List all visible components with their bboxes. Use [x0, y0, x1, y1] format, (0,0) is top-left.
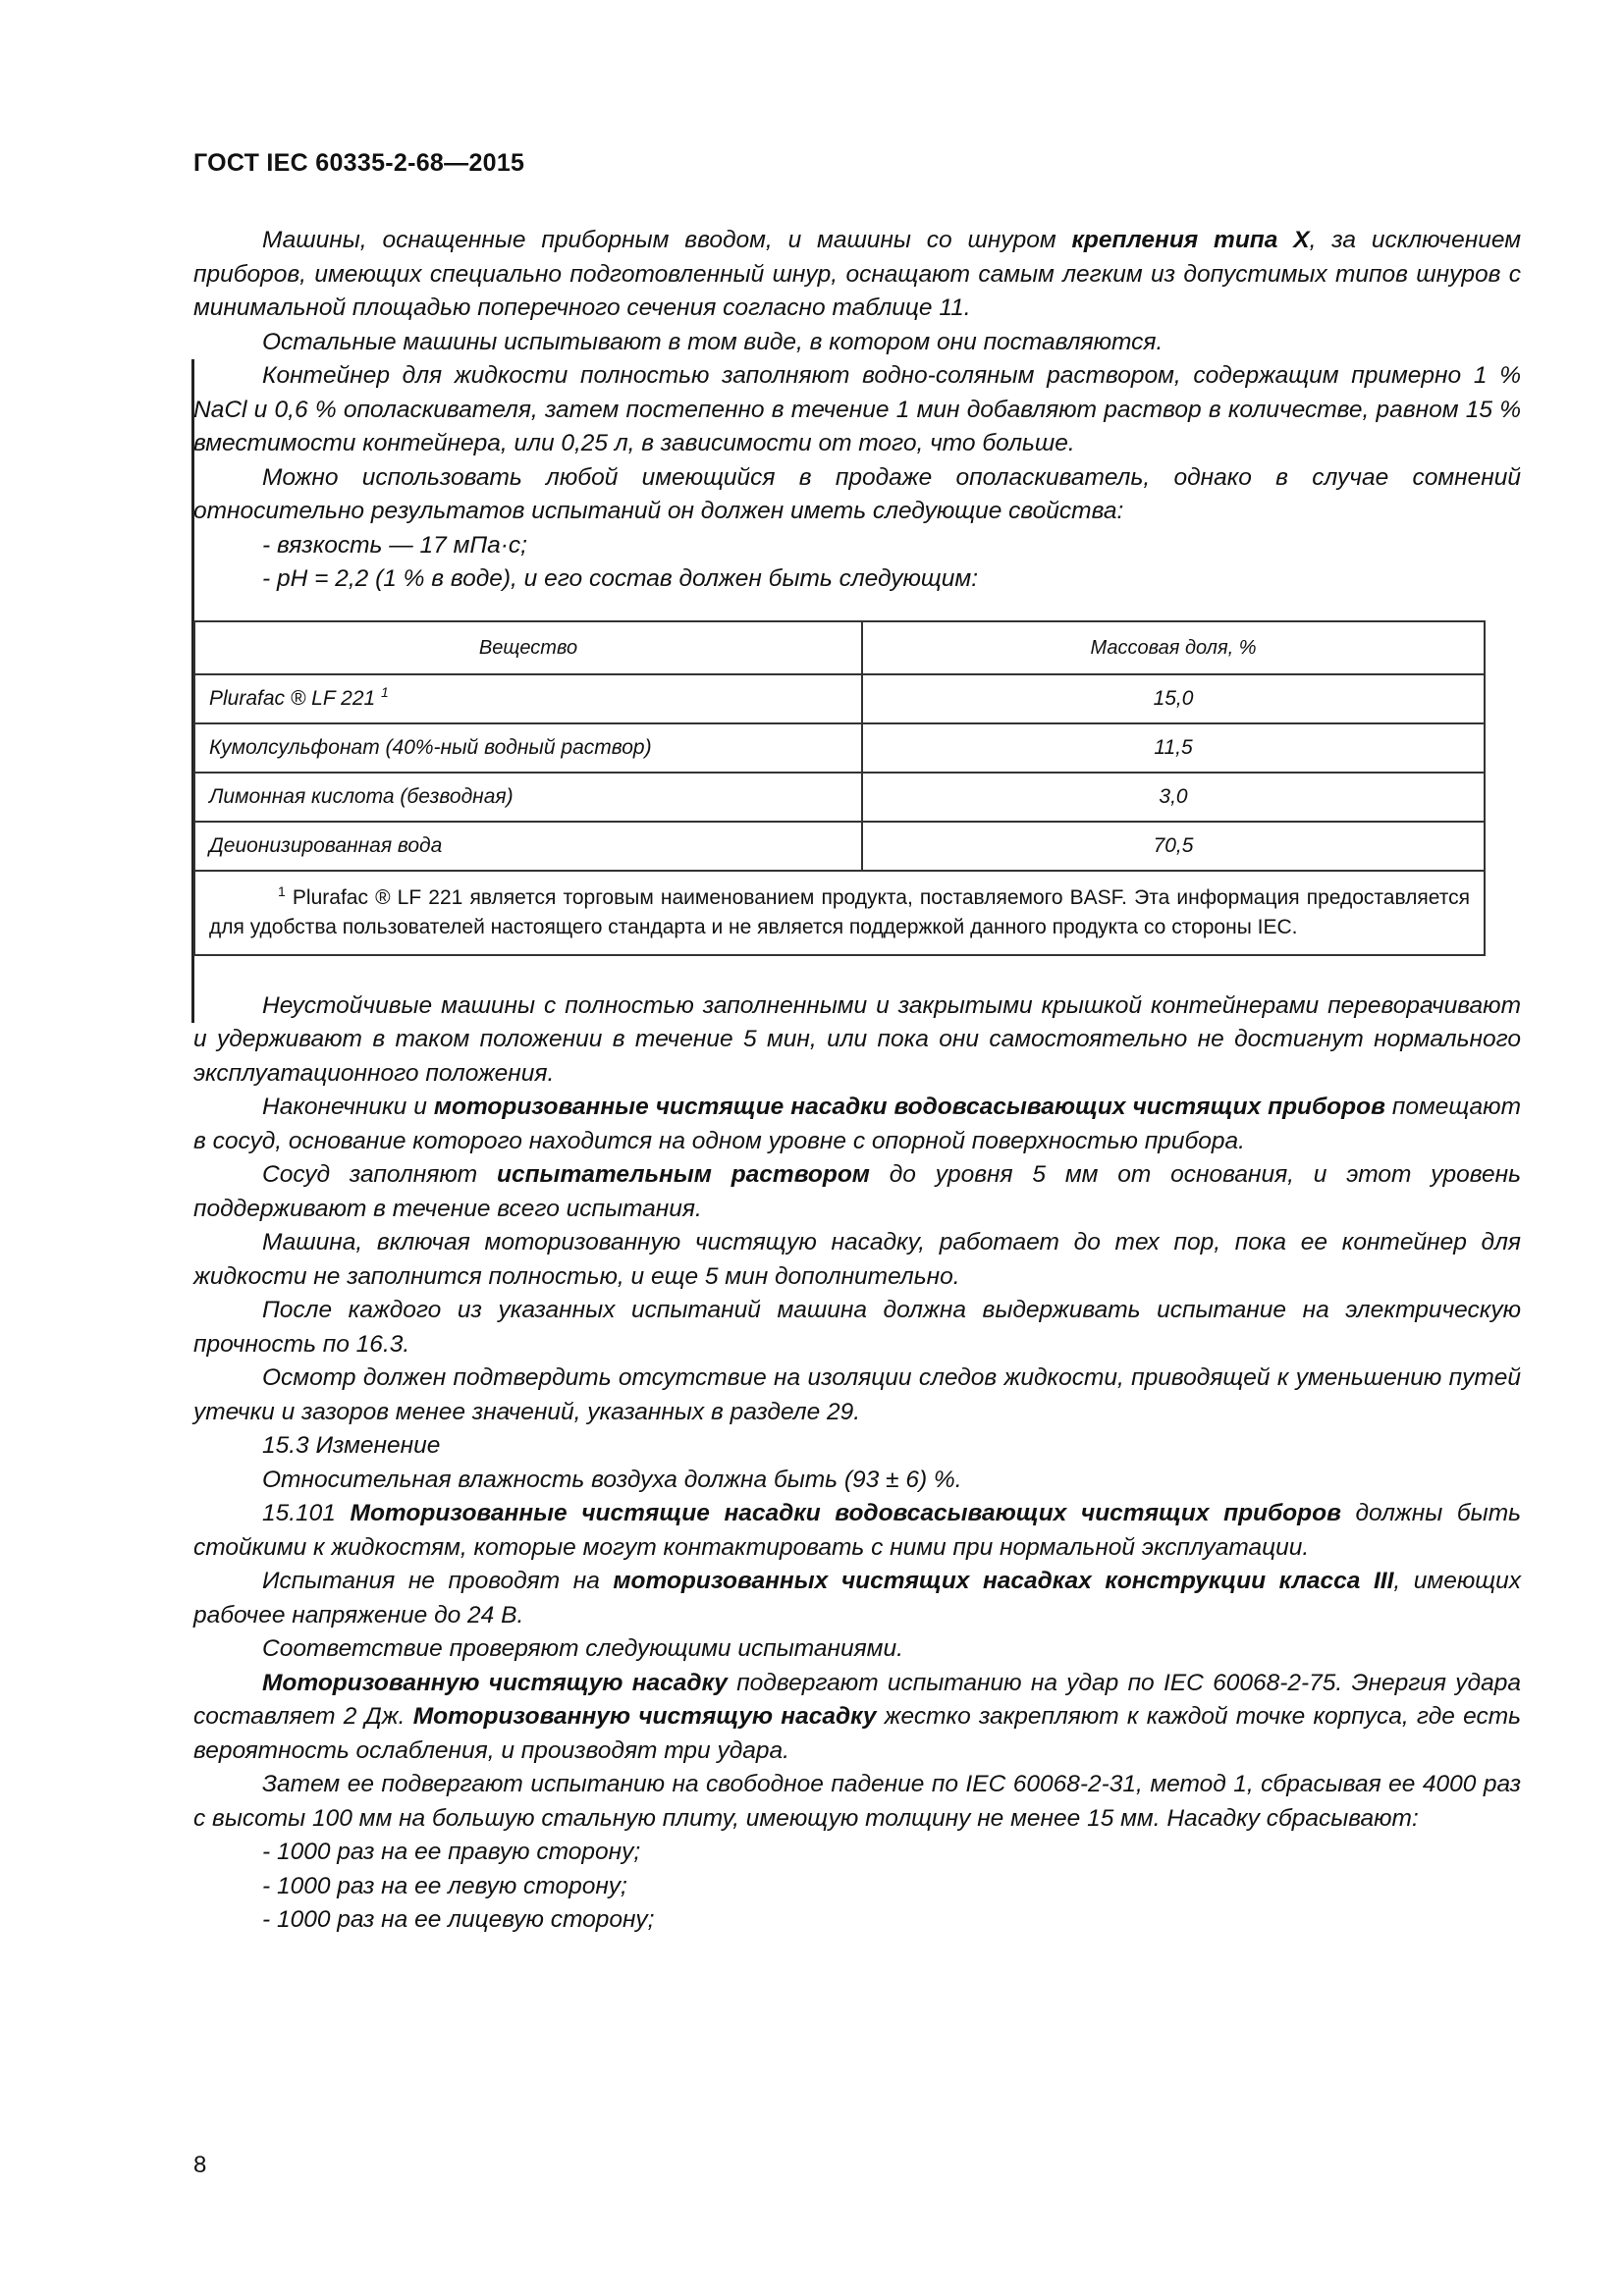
- paragraph: [193, 1158, 1521, 1226]
- paragraph: [193, 224, 1521, 326]
- defined-term: моторизованные чистящие насадки водовсасывающих чистящих приборов: [433, 1094, 1385, 1120]
- paragraph: Неустойчивые машины с полностью заполненными и закрытыми крышкой контейнерами переворачивают и удерживают в таком положении в течение 5 мин, или пока они самостоятельно не достигнут нормального эксплуатационного положения.: [193, 991, 1521, 1087]
- paragraph: После каждого из указанных испытаний машина должна выдерживать испытание на электрическую прочность по 16.3.: [193, 1297, 1521, 1358]
- substance-name: Лимонная кислота (безводная): [194, 773, 862, 822]
- mass-fraction-cell: 15,0: [862, 674, 1485, 723]
- list-item: - pH = 2,2 (1 % в воде), и его состав должен быть следующим:: [262, 565, 979, 592]
- paragraph-text: Наконечники и: [262, 1094, 434, 1120]
- defined-term: Моторизованную чистящую насадку: [262, 1669, 728, 1696]
- defined-term: Моторизованные чистящие насадки водовсасывающих чистящих приборов: [350, 1500, 1341, 1526]
- list-item: - вязкость — 17 мПа·с;: [262, 531, 527, 559]
- defined-term: испытательным раствором: [496, 1161, 870, 1188]
- paragraph-text: 15.101: [262, 1500, 351, 1526]
- page-body: [193, 224, 1521, 1938]
- footnote-reference: 1: [381, 683, 389, 700]
- paragraph-text: , имеющих рабочее напряжение до 24 В.: [193, 1568, 1521, 1629]
- mass-fraction-cell: 70,5: [862, 822, 1485, 871]
- footnote-mark: 1: [278, 882, 286, 899]
- table-row: [194, 674, 1485, 723]
- paragraph: Соответствие проверяют следующими испытаниями.: [262, 1635, 903, 1662]
- list-item: - 1000 раз на ее лицевую сторону;: [262, 1906, 655, 1933]
- paragraph: [193, 1565, 1521, 1632]
- substance-name: Деионизированная вода: [194, 822, 862, 871]
- paragraph-text: подвергают испытанию на удар по IEC 60068-2-75. Энергия удара составляет 2 Дж.: [193, 1669, 1521, 1730]
- paragraph: Можно использовать любой имеющийся в продаже ополаскиватель, однако в случае сомнений относительно результатов испытаний он должен иметь следующие свойства:: [193, 463, 1521, 524]
- paragraph: [193, 1091, 1521, 1158]
- paragraph: Контейнер для жидкости полностью заполняют водно-соляным раствором, содержащим примерно 1 % NaCl и 0,6 % ополаскивателя, затем постепенно в течение 1 мин добавляют раствор в количестве, равном 15 % вместимости контейнера, или 0,25 л, в зависимости от того, что больше.: [193, 362, 1521, 456]
- table-row: [194, 773, 1485, 822]
- table-header-row: [194, 621, 1485, 674]
- table-footnote-row: [194, 871, 1485, 955]
- list-item: - 1000 раз на ее левую сторону;: [262, 1872, 627, 1899]
- column-header-substance: Вещество: [194, 621, 862, 674]
- composition-table: [193, 620, 1486, 956]
- column-header-mass-fraction: Массовая доля, %: [862, 621, 1485, 674]
- paragraph: Остальные машины испытывают в том виде, в котором они поставляются.: [262, 328, 1164, 355]
- paragraph-text: должны быть стойкими к жидкостям, которые могут контактировать с ними при нормальной эксплуатации.: [193, 1500, 1521, 1561]
- defined-term: Моторизованную чистящую насадку: [412, 1703, 877, 1730]
- table-row: [194, 723, 1485, 773]
- mass-fraction-cell: 3,0: [862, 773, 1485, 822]
- footnote-text: Plurafac ® LF 221 является торговым наименованием продукта, поставляемого BASF. Эта информация предоставляется для удобства пользователей настоящего стандарта и не является поддержкой данного продукта со стороны IEC.: [209, 885, 1470, 938]
- document-header: ГОСТ IEC 60335-2-68—2015: [193, 149, 525, 177]
- defined-term: моторизованных чистящих насадках конструкции класса III: [613, 1568, 1394, 1594]
- substance-name: Кумолсульфонат (40%-ный водный раствор): [194, 723, 862, 773]
- paragraph: [193, 1667, 1521, 1769]
- substance-name: Plurafac ® LF 221: [209, 686, 376, 710]
- paragraph-text: до уровня 5 мм от основания, и этот уровень поддерживают в течение всего испытания.: [193, 1161, 1521, 1222]
- paragraph-text: жестко закрепляют к каждой точке корпуса, где есть вероятность ослабления, и производят три удара.: [193, 1703, 1521, 1764]
- paragraph: Затем ее подвергают испытанию на свободное падение по IEC 60068-2-31, метод 1, сбрасывая ее 4000 раз с высоты 100 мм на большую стальную плиту, имеющую толщину не менее 15 мм. Насадку сбрасывают:: [193, 1771, 1521, 1832]
- paragraph-text: , за исключением приборов, имеющих специально подготовленный шнур, оснащают самым легким из допустимых типов шнуров с минимальной площадью поперечного сечения согласно таблице 11.: [193, 227, 1521, 321]
- paragraph-text: помещают в сосуд, основание которого находится на одном уровне с опорной поверхностью прибора.: [193, 1094, 1522, 1154]
- paragraph: [193, 1497, 1521, 1565]
- paragraph: Осмотр должен подтвердить отсутствие на изоляции следов жидкости, приводящей к уменьшению путей утечки и зазоров менее значений, указанных в разделе 29.: [193, 1364, 1521, 1425]
- section-heading: 15.3 Изменение: [262, 1432, 441, 1459]
- table-footnote: [194, 871, 1485, 955]
- paragraph-text: Машины, оснащенные приборным вводом, и машины со шнуром: [262, 227, 1072, 253]
- page-number: 8: [193, 2152, 207, 2178]
- paragraph-text: Испытания не проводят на: [262, 1568, 614, 1594]
- substance-cell: [194, 674, 862, 723]
- defined-term: крепления типа X: [1071, 227, 1310, 253]
- paragraph-text: Сосуд заполняют: [262, 1161, 497, 1188]
- paragraph: Машина, включая моторизованную чистящую насадку, работает до тех пор, пока ее контейнер для жидкости не заполнится полностью, и еще 5 мин дополнительно.: [193, 1229, 1521, 1290]
- list-item: - 1000 раз на ее правую сторону;: [262, 1839, 641, 1865]
- paragraph: Относительная влажность воздуха должна быть (93 ± 6) %.: [262, 1466, 962, 1493]
- composition-table-wrapper: [193, 620, 1521, 956]
- table-row: [194, 822, 1485, 871]
- mass-fraction-cell: 11,5: [862, 723, 1485, 773]
